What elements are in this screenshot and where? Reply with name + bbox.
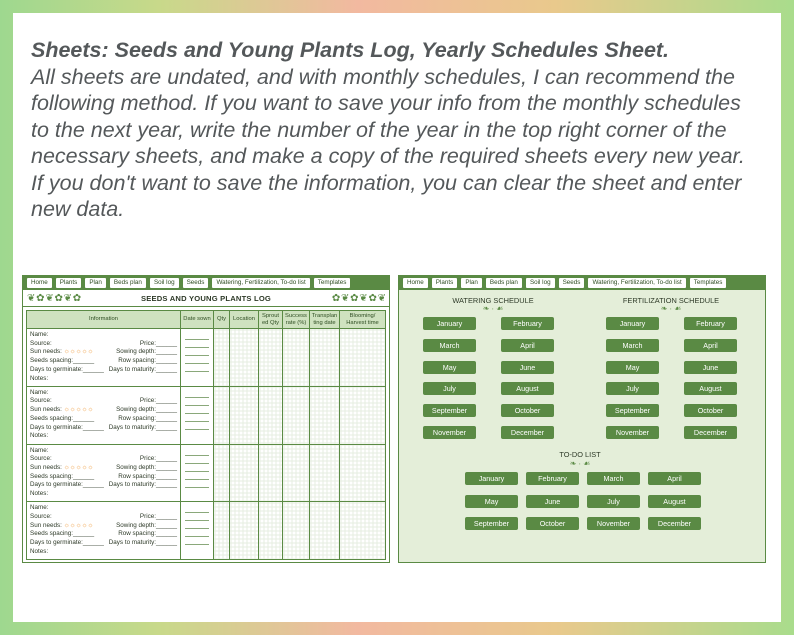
nav-bar (399, 276, 765, 290)
field-line (30, 397, 177, 406)
sun-needs-label: Sun needs: (30, 406, 64, 414)
field-line (30, 415, 177, 424)
source-field: Source: (30, 455, 52, 463)
date-line (185, 529, 209, 537)
notes-field: Notes: (30, 432, 49, 440)
watering-june-button[interactable]: June (501, 361, 554, 374)
sun-rating-icon[interactable]: ☼☼☼☼☼ (63, 463, 94, 471)
intro-text (31, 37, 751, 223)
nav-bar (23, 276, 389, 290)
source-field: Source: (30, 339, 52, 347)
leaf-ornament-icon: ✿ ❦ ✿ ❦ ✿ ❦ (331, 292, 385, 304)
days-maturity-field: Days to maturity:______ (108, 423, 177, 431)
row-spacing-field: Row spacing:______ (118, 472, 177, 480)
name-field: Name: (30, 446, 49, 454)
entry-info-cell[interactable] (27, 444, 181, 502)
todo-april-button[interactable]: April (648, 472, 701, 485)
date-line (185, 406, 209, 414)
sowing-depth-field: Sowing depth:______ (116, 463, 177, 471)
date-line (185, 537, 209, 545)
fertilization-october-button[interactable]: October (684, 404, 737, 417)
nav-plants-button[interactable]: Plants (432, 278, 458, 288)
product-card (13, 13, 781, 622)
location-cell[interactable] (230, 444, 259, 502)
row-spacing-field: Row spacing:______ (118, 530, 177, 538)
date-line (185, 505, 209, 513)
todo-february-button[interactable]: February (526, 472, 579, 485)
date-line (185, 364, 209, 372)
seeds-log-table (26, 310, 386, 560)
vine-ornament-icon: ❧ ∙ ☙ (660, 304, 682, 313)
nav-watering-fertilization-to-do-list-button[interactable]: Watering, Fertilization, To-do list (212, 278, 309, 288)
date-line (185, 513, 209, 521)
field-line (30, 464, 177, 473)
todo-december-button[interactable]: December (648, 517, 701, 530)
fertilization-november-button[interactable]: November (606, 426, 659, 439)
date-line (185, 390, 209, 398)
price-field: Price:______ (139, 455, 177, 463)
field-line (30, 348, 177, 357)
date-line (185, 398, 209, 406)
leaf-ornament-icon: ❦ ✿ ❦ ✿ ❦ ✿ (27, 292, 81, 304)
sun-needs-field (30, 406, 93, 415)
days-germinate-field: Days to germinate:______ (30, 365, 104, 373)
todo-october-button[interactable]: October (526, 517, 579, 530)
watering-november-button[interactable]: November (423, 426, 476, 439)
column-header: Transplan ting date (310, 311, 340, 329)
todo-may-button[interactable]: May (465, 495, 518, 508)
sun-needs-label: Sun needs: (30, 521, 64, 529)
field-line (30, 530, 177, 539)
sheet-title: SEEDS AND YOUNG PLANTS LOG (140, 293, 272, 303)
fertilization-july-button[interactable]: July (606, 382, 659, 395)
fertilization-april-button[interactable]: April (684, 339, 737, 352)
log-row (27, 329, 386, 387)
seeds-spacing-field: Seeds spacing:______ (30, 472, 95, 480)
log-row (27, 386, 386, 444)
watering-october-button[interactable]: October (501, 404, 554, 417)
watering-august-button[interactable]: August (501, 382, 554, 395)
schedules-sheet (398, 275, 766, 563)
transplanting-date-cell[interactable] (310, 502, 340, 560)
name-field: Name: (30, 504, 49, 512)
nav-beds-plan-button[interactable]: Beds plan (110, 278, 146, 288)
entry-info-cell[interactable] (27, 386, 181, 444)
seeds-log-sheet (22, 275, 390, 563)
fertilization-february-button[interactable]: February (684, 317, 737, 330)
date-line (185, 422, 209, 430)
sprouted-qty-cell[interactable] (259, 386, 283, 444)
sowing-depth-field: Sowing depth:______ (116, 406, 177, 414)
nav-watering-fertilization-to-do-list-button[interactable]: Watering, Fertilization, To-do list (588, 278, 685, 288)
sprouted-qty-cell[interactable] (259, 444, 283, 502)
field-line (30, 473, 177, 482)
entry-info-cell[interactable] (27, 502, 181, 560)
nav-plan-button[interactable]: Plan (85, 278, 106, 288)
todo-august-button[interactable]: August (648, 495, 701, 508)
days-germinate-field: Days to germinate:______ (30, 539, 104, 547)
todo-title: TO-DO LIST (559, 450, 601, 459)
date-line (185, 356, 209, 364)
nav-plants-button[interactable]: Plants (56, 278, 82, 288)
column-header: Information (27, 311, 181, 329)
name-field: Name: (30, 388, 49, 396)
todo-june-button[interactable]: June (526, 495, 579, 508)
notes-field: Notes: (30, 374, 49, 382)
success-rate-cell[interactable] (283, 329, 310, 387)
todo-march-button[interactable]: March (587, 472, 640, 485)
column-header: Location (230, 311, 259, 329)
entry-info-cell[interactable] (27, 329, 181, 387)
todo-january-button[interactable]: January (465, 472, 518, 485)
watering-december-button[interactable]: December (501, 426, 554, 439)
row-spacing-field: Row spacing:______ (118, 357, 177, 365)
column-header: Sprout ed Qty (259, 311, 283, 329)
sun-rating-icon[interactable]: ☼☼☼☼☼ (63, 521, 94, 529)
column-header: Qty (214, 311, 230, 329)
fertilization-september-button[interactable]: September (606, 404, 659, 417)
qty-cell[interactable] (214, 329, 230, 387)
sowing-depth-field: Sowing depth:______ (116, 521, 177, 529)
days-germinate-field: Days to germinate:______ (30, 423, 104, 431)
sheet-title-row (23, 290, 389, 307)
nav-soil-log-button[interactable]: Soil log (150, 278, 179, 288)
date-sown-cell[interactable] (181, 444, 214, 502)
nav-home-button[interactable]: Home (27, 278, 52, 288)
todo-september-button[interactable]: September (465, 517, 518, 530)
watering-july-button[interactable]: July (423, 382, 476, 395)
source-field: Source: (30, 512, 52, 520)
price-field: Price:______ (139, 397, 177, 405)
seeds-spacing-field: Seeds spacing:______ (30, 530, 95, 538)
sowing-depth-field: Sowing depth:______ (116, 348, 177, 356)
nav-beds-plan-button[interactable]: Beds plan (486, 278, 522, 288)
fertilization-june-button[interactable]: June (684, 361, 737, 374)
sprouted-qty-cell[interactable] (259, 502, 283, 560)
field-line (30, 522, 177, 531)
qty-cell[interactable] (214, 444, 230, 502)
location-cell[interactable] (230, 502, 259, 560)
watering-april-button[interactable]: April (501, 339, 554, 352)
transplanting-date-cell[interactable] (310, 329, 340, 387)
watering-january-button[interactable]: January (423, 317, 476, 330)
watering-september-button[interactable]: September (423, 404, 476, 417)
date-line (185, 480, 209, 488)
watering-may-button[interactable]: May (423, 361, 476, 374)
date-line (185, 414, 209, 422)
nav-templates-button[interactable]: Templates (690, 278, 727, 288)
column-header: Blooming/ Harvest time (340, 311, 386, 329)
field-line (30, 366, 177, 375)
fertilization-title: FERTILIZATION SCHEDULE (622, 296, 720, 305)
harvest-time-cell[interactable] (340, 444, 386, 502)
sun-needs-field (30, 522, 93, 531)
date-line (185, 340, 209, 348)
success-rate-cell[interactable] (283, 502, 310, 560)
fertilization-december-button[interactable]: December (684, 426, 737, 439)
date-line (185, 348, 209, 356)
fertilization-march-button[interactable]: March (606, 339, 659, 352)
date-line (185, 332, 209, 340)
notes-field: Notes: (30, 490, 49, 498)
qty-cell[interactable] (214, 502, 230, 560)
field-line (30, 424, 177, 433)
sun-rating-icon[interactable]: ☼☼☼☼☼ (63, 406, 94, 414)
sun-needs-field (30, 348, 93, 357)
watering-march-button[interactable]: March (423, 339, 476, 352)
date-line (185, 472, 209, 480)
date-sown-cell[interactable] (181, 329, 214, 387)
success-rate-cell[interactable] (283, 386, 310, 444)
sun-rating-icon[interactable]: ☼☼☼☼☼ (63, 348, 94, 356)
transplanting-date-cell[interactable] (310, 386, 340, 444)
field-line (30, 481, 177, 490)
seeds-spacing-field: Seeds spacing:______ (30, 357, 95, 365)
sun-needs-label: Sun needs: (30, 463, 64, 471)
row-spacing-field: Row spacing:______ (118, 414, 177, 422)
fertilization-may-button[interactable]: May (606, 361, 659, 374)
sun-needs-field (30, 464, 93, 473)
success-rate-cell[interactable] (283, 444, 310, 502)
date-line (185, 464, 209, 472)
qty-cell[interactable] (214, 386, 230, 444)
location-cell[interactable] (230, 386, 259, 444)
date-line (185, 448, 209, 456)
harvest-time-cell[interactable] (340, 386, 386, 444)
date-line (185, 521, 209, 529)
intro-body: All sheets are undated, and with monthly schedules, I can recommend the following method. If you want to save your info from the monthly schedules to the next year, write the number of the year in the top right corner of the necessary sheets, and make a copy of the required sheets every new year. If you don't want to save the information, you can clear the sheet and enter new data. (31, 64, 745, 221)
date-sown-cell[interactable] (181, 502, 214, 560)
date-line (185, 456, 209, 464)
todo-november-button[interactable]: November (587, 517, 640, 530)
nav-plan-button[interactable]: Plan (461, 278, 482, 288)
log-row (27, 444, 386, 502)
field-line (30, 340, 177, 349)
field-line (30, 455, 177, 464)
location-cell[interactable] (230, 329, 259, 387)
name-field: Name: (30, 331, 49, 338)
fertilization-august-button[interactable]: August (684, 382, 737, 395)
vine-ornament-icon: ❧ ∙ ☙ (569, 459, 591, 468)
price-field: Price:______ (139, 512, 177, 520)
notes-field: Notes: (30, 547, 49, 555)
column-header: Date sown (181, 311, 214, 329)
field-line (30, 539, 177, 548)
days-maturity-field: Days to maturity:______ (108, 365, 177, 373)
nav-home-button[interactable]: Home (403, 278, 428, 288)
log-row (27, 502, 386, 560)
source-field: Source: (30, 397, 52, 405)
days-maturity-field: Days to maturity:______ (108, 539, 177, 547)
watering-february-button[interactable]: February (501, 317, 554, 330)
nav-seeds-button[interactable]: Seeds (183, 278, 209, 288)
nav-seeds-button[interactable]: Seeds (559, 278, 585, 288)
field-line (30, 357, 177, 366)
fertilization-january-button[interactable]: January (606, 317, 659, 330)
intro-heading: Sheets: Seeds and Young Plants Log, Yearly Schedules Sheet. (31, 38, 670, 62)
seeds-spacing-field: Seeds spacing:______ (30, 414, 95, 422)
days-maturity-field: Days to maturity:______ (108, 481, 177, 489)
sprouted-qty-cell[interactable] (259, 329, 283, 387)
date-sown-cell[interactable] (181, 386, 214, 444)
harvest-time-cell[interactable] (340, 329, 386, 387)
vine-ornament-icon: ❧ ∙ ☙ (482, 304, 504, 313)
days-germinate-field: Days to germinate:______ (30, 481, 104, 489)
price-field: Price:______ (139, 339, 177, 347)
watering-title: WATERING SCHEDULE (452, 296, 534, 305)
todo-july-button[interactable]: July (587, 495, 640, 508)
nav-templates-button[interactable]: Templates (314, 278, 351, 288)
transplanting-date-cell[interactable] (310, 444, 340, 502)
sun-needs-label: Sun needs: (30, 348, 64, 356)
field-line (30, 513, 177, 522)
harvest-time-cell[interactable] (340, 502, 386, 560)
nav-soil-log-button[interactable]: Soil log (526, 278, 555, 288)
column-header: Success rate (%) (283, 311, 310, 329)
field-line (30, 406, 177, 415)
